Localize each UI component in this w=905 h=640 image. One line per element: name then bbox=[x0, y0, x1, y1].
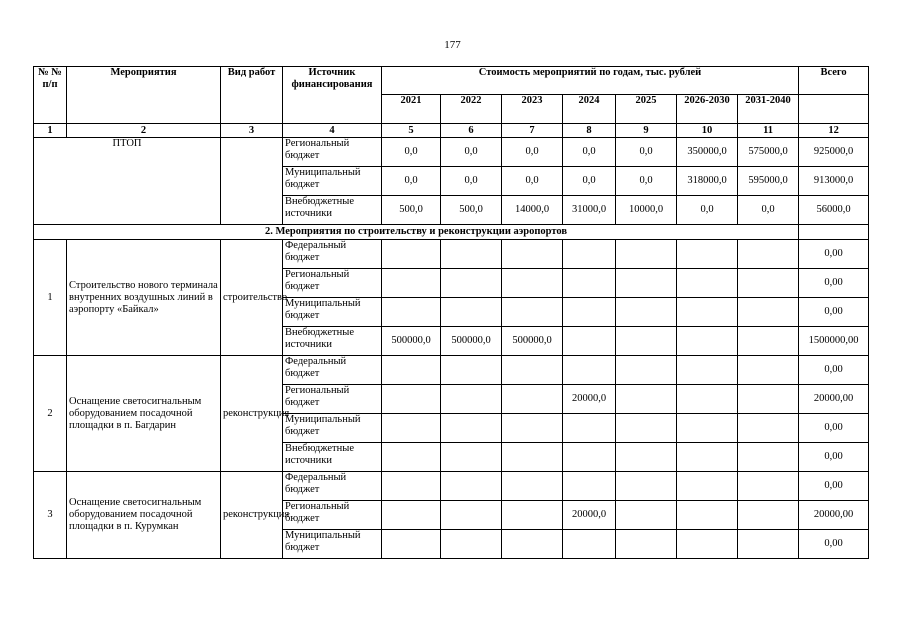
year-value bbox=[677, 472, 738, 501]
year-value: 0,0 bbox=[382, 167, 441, 196]
ptop-work-type bbox=[221, 138, 283, 225]
year-value: 0,0 bbox=[616, 167, 677, 196]
year-value bbox=[382, 414, 441, 443]
column-number: 11 bbox=[738, 124, 799, 138]
activity-number: 2 bbox=[34, 356, 67, 472]
year-value bbox=[502, 443, 563, 472]
year-value bbox=[738, 414, 799, 443]
year-value bbox=[563, 472, 616, 501]
year-value bbox=[677, 269, 738, 298]
year-value: 500000,0 bbox=[441, 327, 502, 356]
year-header: 2023 bbox=[502, 95, 563, 124]
table-body bbox=[34, 124, 869, 559]
year-value bbox=[616, 356, 677, 385]
year-header: 2026-2030 bbox=[677, 95, 738, 124]
year-value: 0,0 bbox=[441, 138, 502, 167]
activity-name: Оснащение светосигнальным оборудованием посадочной площадки в п. Багдарин bbox=[67, 356, 221, 472]
year-header: 2024 bbox=[563, 95, 616, 124]
row-total: 1500000,00 bbox=[799, 327, 869, 356]
year-value bbox=[738, 327, 799, 356]
header-row bbox=[34, 67, 869, 95]
funding-source: Региональный бюджет bbox=[283, 269, 382, 298]
year-value bbox=[738, 269, 799, 298]
section-row bbox=[34, 225, 869, 240]
row-total: 20000,00 bbox=[799, 385, 869, 414]
year-value bbox=[677, 356, 738, 385]
total-subheader bbox=[799, 95, 869, 124]
year-value bbox=[382, 240, 441, 269]
funding-source: Муниципальный бюджет bbox=[283, 414, 382, 443]
year-value bbox=[441, 240, 502, 269]
year-value bbox=[441, 501, 502, 530]
year-value: 500000,0 bbox=[382, 327, 441, 356]
table-row bbox=[34, 356, 869, 385]
year-value bbox=[616, 327, 677, 356]
year-value: 500,0 bbox=[382, 196, 441, 225]
column-number: 9 bbox=[616, 124, 677, 138]
year-value bbox=[502, 414, 563, 443]
header-cost-by-years: Стоимость мероприятий по годам, тыс. рублей bbox=[382, 67, 799, 95]
funding-source: Муниципальный бюджет bbox=[283, 530, 382, 559]
year-value bbox=[677, 327, 738, 356]
year-value bbox=[616, 472, 677, 501]
year-value bbox=[563, 269, 616, 298]
year-value bbox=[563, 327, 616, 356]
year-value: 500,0 bbox=[441, 196, 502, 225]
year-value: 595000,0 bbox=[738, 167, 799, 196]
year-value bbox=[677, 501, 738, 530]
row-total: 913000,0 bbox=[799, 167, 869, 196]
funding-source: Региональный бюджет bbox=[283, 138, 382, 167]
column-number: 7 bbox=[502, 124, 563, 138]
column-numbers-row bbox=[34, 124, 869, 138]
activity-work-type: реконструкция bbox=[221, 356, 283, 472]
year-value: 10000,0 bbox=[616, 196, 677, 225]
row-total: 0,00 bbox=[799, 298, 869, 327]
year-value bbox=[616, 385, 677, 414]
section-title: 2. Мероприятия по строительству и реконструкции аэропортов bbox=[34, 225, 799, 240]
year-value bbox=[563, 443, 616, 472]
year-value bbox=[382, 385, 441, 414]
row-total: 0,00 bbox=[799, 240, 869, 269]
header-funding-source: Источник финансирования bbox=[283, 67, 382, 124]
column-number: 1 bbox=[34, 124, 67, 138]
table-row bbox=[34, 472, 869, 501]
year-value bbox=[616, 501, 677, 530]
year-value bbox=[502, 356, 563, 385]
year-header: 2031-2040 bbox=[738, 95, 799, 124]
column-number: 5 bbox=[382, 124, 441, 138]
year-value: 0,0 bbox=[441, 167, 502, 196]
header-work-type: Вид работ bbox=[221, 67, 283, 124]
activity-work-type: строительство bbox=[221, 240, 283, 356]
year-value bbox=[441, 414, 502, 443]
year-value bbox=[738, 472, 799, 501]
activity-name: Оснащение светосигнальным оборудованием посадочной площадки в п. Курумкан bbox=[67, 472, 221, 559]
year-value: 0,0 bbox=[677, 196, 738, 225]
year-value: 0,0 bbox=[382, 138, 441, 167]
row-total: 20000,00 bbox=[799, 501, 869, 530]
year-value bbox=[502, 298, 563, 327]
activity-number: 3 bbox=[34, 472, 67, 559]
row-total: 0,00 bbox=[799, 356, 869, 385]
year-value bbox=[441, 356, 502, 385]
row-total: 0,00 bbox=[799, 414, 869, 443]
header-no: № № п/п bbox=[34, 67, 67, 124]
year-value bbox=[677, 385, 738, 414]
year-value bbox=[677, 414, 738, 443]
year-value bbox=[502, 501, 563, 530]
year-value bbox=[563, 414, 616, 443]
funding-source: Федеральный бюджет bbox=[283, 472, 382, 501]
year-value bbox=[616, 298, 677, 327]
column-number: 4 bbox=[283, 124, 382, 138]
year-value bbox=[382, 298, 441, 327]
year-header: 2025 bbox=[616, 95, 677, 124]
activity-number: 1 bbox=[34, 240, 67, 356]
header-activity: Мероприятия bbox=[67, 67, 221, 124]
year-value: 0,0 bbox=[616, 138, 677, 167]
year-value: 575000,0 bbox=[738, 138, 799, 167]
column-number: 6 bbox=[441, 124, 502, 138]
year-value bbox=[616, 414, 677, 443]
year-value bbox=[563, 298, 616, 327]
year-value bbox=[563, 356, 616, 385]
year-value bbox=[382, 269, 441, 298]
year-value bbox=[563, 240, 616, 269]
row-total: 0,00 bbox=[799, 269, 869, 298]
year-value bbox=[677, 530, 738, 559]
year-value: 0,0 bbox=[502, 167, 563, 196]
funding-source: Муниципальный бюджет bbox=[283, 298, 382, 327]
column-number: 3 bbox=[221, 124, 283, 138]
year-value: 500000,0 bbox=[502, 327, 563, 356]
year-value: 14000,0 bbox=[502, 196, 563, 225]
year-value bbox=[738, 443, 799, 472]
activity-work-type: реконструкция bbox=[221, 472, 283, 559]
year-value bbox=[502, 240, 563, 269]
year-value: 0,0 bbox=[502, 138, 563, 167]
section-total-cell bbox=[799, 225, 869, 240]
column-number: 8 bbox=[563, 124, 616, 138]
year-value bbox=[738, 298, 799, 327]
year-value bbox=[616, 530, 677, 559]
ptop-label: ПТОП bbox=[34, 138, 221, 225]
funding-source: Внебюджетные источники bbox=[283, 327, 382, 356]
header-total: Всего bbox=[799, 67, 869, 95]
funding-source: Федеральный бюджет bbox=[283, 356, 382, 385]
year-value bbox=[677, 240, 738, 269]
year-value bbox=[738, 385, 799, 414]
year-value bbox=[502, 385, 563, 414]
year-value bbox=[502, 269, 563, 298]
year-value bbox=[616, 269, 677, 298]
cost-table bbox=[33, 66, 869, 559]
year-value bbox=[738, 240, 799, 269]
year-value: 20000,0 bbox=[563, 385, 616, 414]
year-header: 2022 bbox=[441, 95, 502, 124]
year-value: 0,0 bbox=[738, 196, 799, 225]
year-value: 0,0 bbox=[563, 138, 616, 167]
year-value bbox=[677, 443, 738, 472]
year-value bbox=[441, 472, 502, 501]
row-total: 925000,0 bbox=[799, 138, 869, 167]
column-number: 2 bbox=[67, 124, 221, 138]
row-total: 0,00 bbox=[799, 472, 869, 501]
year-value bbox=[382, 530, 441, 559]
funding-source: Внебюджетные источники bbox=[283, 443, 382, 472]
year-value bbox=[738, 530, 799, 559]
year-value bbox=[382, 443, 441, 472]
year-value bbox=[738, 501, 799, 530]
year-value bbox=[441, 269, 502, 298]
year-value bbox=[441, 443, 502, 472]
funding-source: Федеральный бюджет bbox=[283, 240, 382, 269]
year-value bbox=[382, 501, 441, 530]
table-row bbox=[34, 240, 869, 269]
funding-source: Региональный бюджет bbox=[283, 385, 382, 414]
year-value bbox=[441, 530, 502, 559]
row-total: 0,00 bbox=[799, 443, 869, 472]
funding-source: Внебюджетные источники bbox=[283, 196, 382, 225]
column-number: 10 bbox=[677, 124, 738, 138]
year-value bbox=[616, 443, 677, 472]
funding-source: Муниципальный бюджет bbox=[283, 167, 382, 196]
year-value bbox=[502, 530, 563, 559]
year-value bbox=[441, 298, 502, 327]
year-value: 0,0 bbox=[563, 167, 616, 196]
year-value: 20000,0 bbox=[563, 501, 616, 530]
year-header: 2021 bbox=[382, 95, 441, 124]
year-value: 31000,0 bbox=[563, 196, 616, 225]
year-value bbox=[382, 356, 441, 385]
activity-name: Строительство нового терминала внутренних воздушных линий в аэропорту «Байкал» bbox=[67, 240, 221, 356]
year-value: 318000,0 bbox=[677, 167, 738, 196]
year-value bbox=[677, 298, 738, 327]
year-value bbox=[441, 385, 502, 414]
row-total: 56000,0 bbox=[799, 196, 869, 225]
year-value bbox=[382, 472, 441, 501]
year-value: 350000,0 bbox=[677, 138, 738, 167]
page-number: 177 bbox=[444, 39, 461, 51]
column-number: 12 bbox=[799, 124, 869, 138]
table-row bbox=[34, 138, 869, 167]
funding-source: Региональный бюджет bbox=[283, 501, 382, 530]
year-value bbox=[502, 472, 563, 501]
year-value bbox=[616, 240, 677, 269]
year-value bbox=[738, 356, 799, 385]
row-total: 0,00 bbox=[799, 530, 869, 559]
year-value bbox=[563, 530, 616, 559]
